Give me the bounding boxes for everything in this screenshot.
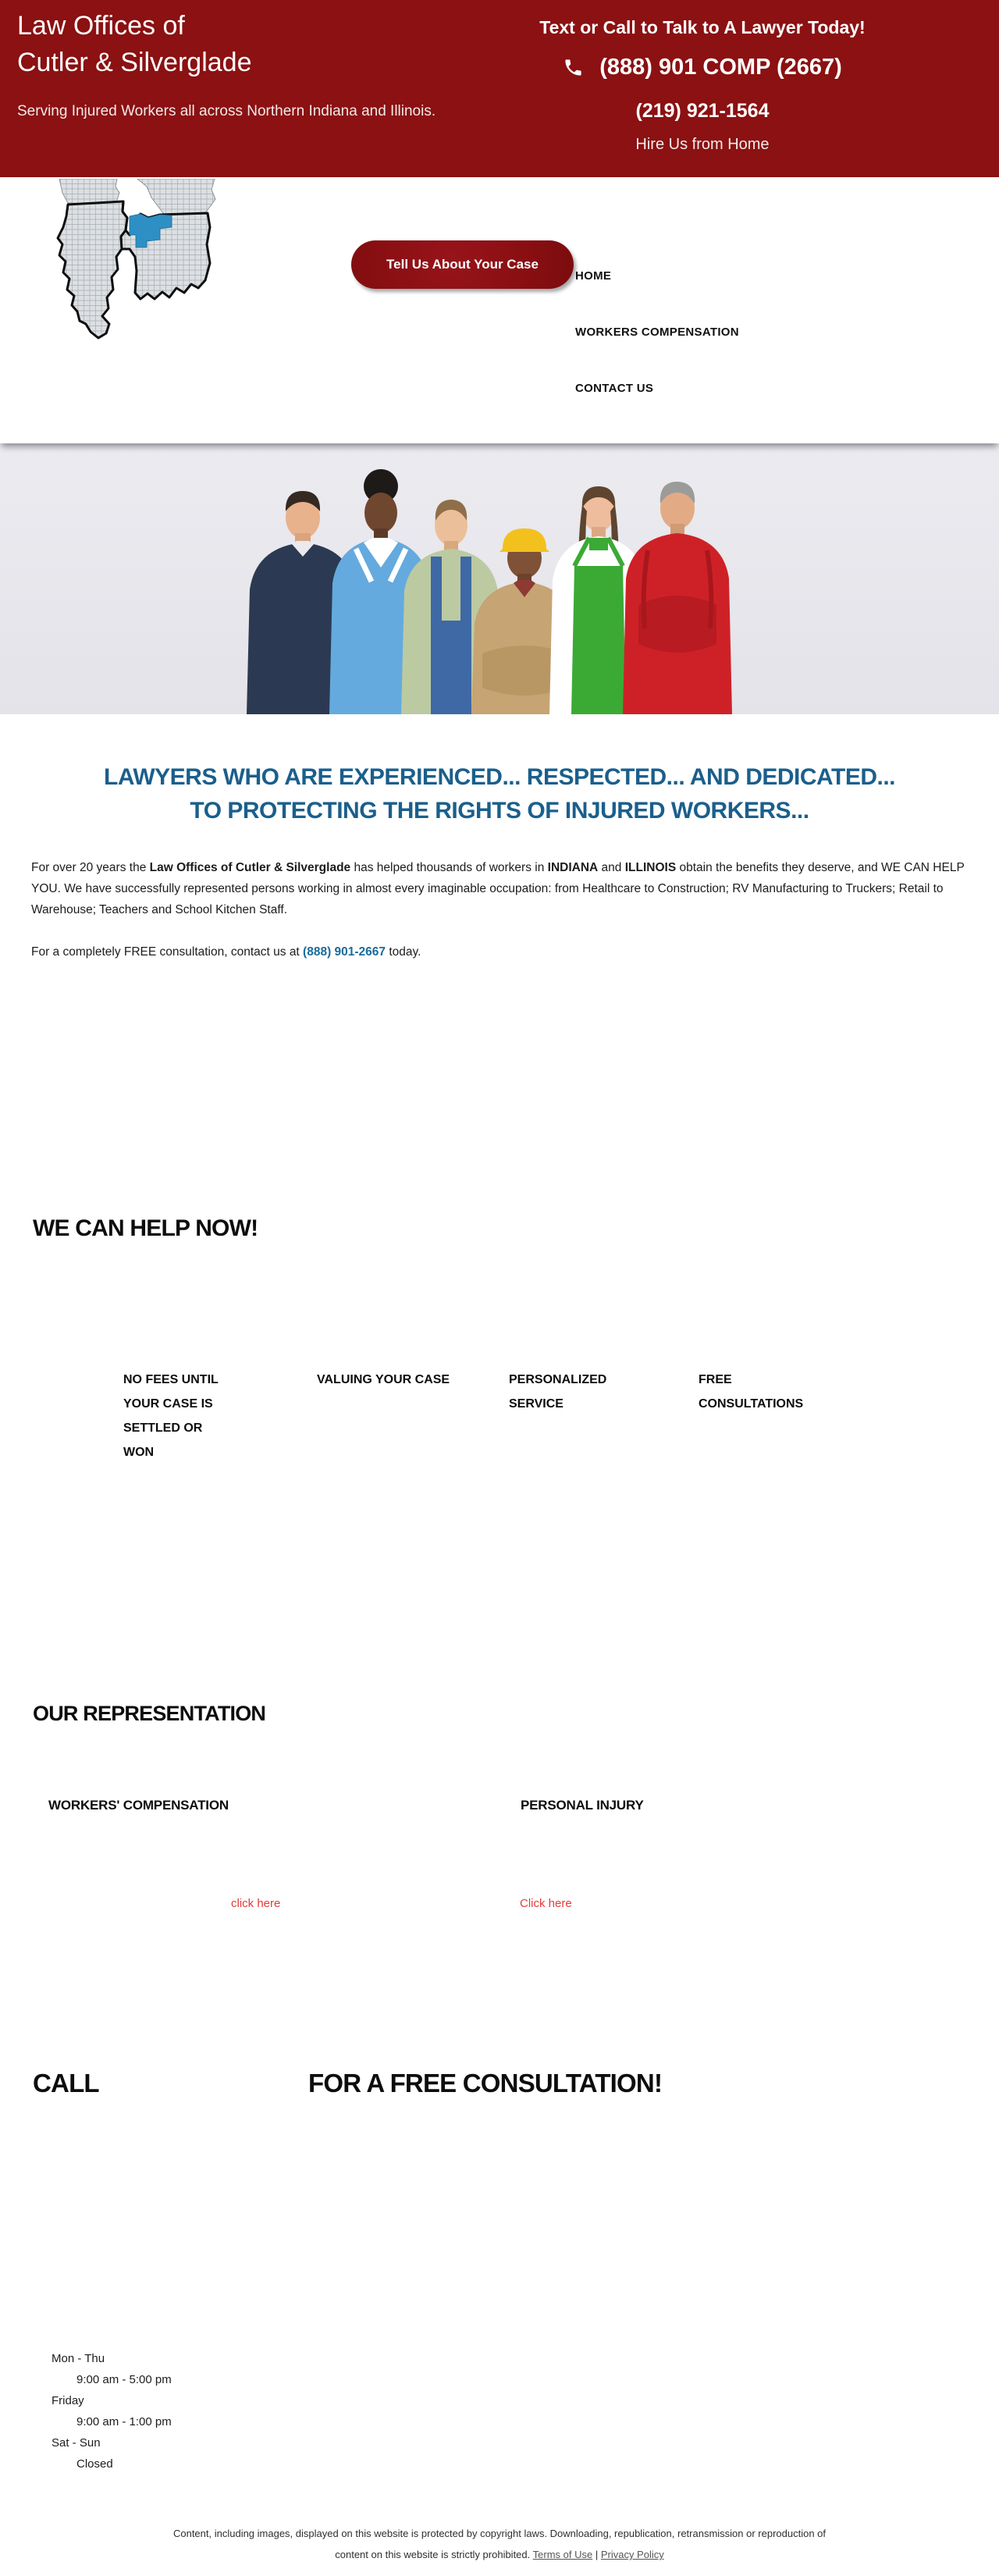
hours-row-label: Sat - Sun [52, 2436, 101, 2450]
free-consultation-text: FOR A FREE CONSULTATION! [308, 2069, 663, 2097]
intro-headline-line1: LAWYERS WHO ARE EXPERIENCED... RESPECTED... AND DEDICATED... [104, 764, 895, 790]
hero-banner [0, 443, 999, 714]
hours-row-label: Friday [52, 2394, 84, 2407]
nav-item-workers-compensation[interactable]: WORKERS COMPENSATION [575, 326, 739, 339]
intro-p1-text: and [598, 860, 625, 874]
intro-headline [0, 760, 999, 827]
copyright-line1: Content, including images, displayed on this website is protected by copyright laws. Downloading, republication, retransmission or reproduction of [172, 2528, 827, 2539]
help-item-no-fees: NO FEES UNTIL YOUR CASE IS SETTLED OR WON [123, 1373, 219, 1459]
intro-p2-text: today. [386, 945, 421, 959]
main-nav [575, 269, 739, 438]
site-tagline: Serving Injured Workers all across Northern Indiana and Illinois. [17, 103, 436, 119]
personal-injury-link[interactable]: Click here [520, 1897, 572, 1910]
footer-link-separator: | [592, 2549, 601, 2560]
site-title-line1: Law Offices of [17, 11, 185, 41]
site-title [17, 8, 251, 81]
workers-compensation-link[interactable]: click here [231, 1897, 281, 1910]
consultation-phone-link[interactable]: (888) 901-2667 [303, 945, 386, 959]
header-cta-text: Text or Call to Talk to A Lawyer Today! [539, 17, 866, 37]
copyright-line2 [0, 2544, 999, 2565]
nav-section [0, 177, 999, 443]
help-item-valuing-case: VALUING YOUR CASE [317, 1373, 450, 1386]
site-header [0, 0, 999, 177]
copyright-line2-text: content on this website is strictly prohibited. [335, 2549, 533, 2560]
privacy-policy-link[interactable]: Privacy Policy [600, 2549, 664, 2560]
intro-headline-line2: TO PROTECTING THE RIGHTS OF INJURED WORKERS... [190, 798, 809, 824]
help-section-heading: WE CAN HELP NOW! [33, 1215, 258, 1241]
intro-paragraph-2 [31, 941, 972, 962]
terms-of-use-link[interactable]: Terms of Use [532, 2549, 593, 2560]
site-title-line2: Cutler & Silverglade [17, 48, 252, 77]
phone-number-main[interactable]: (888) 901 COMP (2667) [599, 55, 842, 80]
firm-name-bold: Law Offices of Cutler & Silverglade [149, 860, 351, 874]
intro-p1-text: has helped thousands of workers in [350, 860, 548, 874]
nav-item-home[interactable]: HOME [575, 269, 612, 283]
business-hours [52, 2348, 172, 2475]
hours-row-value: 9:00 am - 5:00 pm [76, 2373, 172, 2386]
hire-from-home-text: Hire Us from Home [635, 136, 770, 153]
representation-heading: OUR REPRESENTATION [33, 1702, 266, 1725]
intro-p2-text: For a completely FREE consultation, contact us at [31, 945, 304, 959]
phone-number-alt[interactable]: (219) 921-1564 [635, 100, 770, 122]
illinois-bold: ILLINOIS [624, 860, 677, 874]
personal-injury-title: PERSONAL INJURY [521, 1798, 644, 1813]
intro-paragraph-1 [31, 857, 972, 920]
help-item-personalized-service: PERSONALIZED SERVICE [509, 1373, 607, 1411]
workers-compensation-title: WORKERS' COMPENSATION [48, 1798, 229, 1813]
intro-p1-text: For over 20 years the [31, 860, 150, 874]
hours-row-value: Closed [76, 2457, 113, 2471]
copyright-footer [0, 2523, 999, 2565]
header-contact-block [484, 0, 921, 177]
tell-us-about-case-button[interactable]: Tell Us About Your Case [351, 240, 574, 289]
indiana-bold: INDIANA [547, 860, 599, 874]
illinois-indiana-service-area-map [55, 179, 219, 343]
help-item-free-consultations: FREE CONSULTATIONS [699, 1373, 804, 1411]
phone-handset-icon [563, 57, 584, 78]
intro-p1-text: obtain the benefits they deserve, and WE CAN HELP YOU. We have successfully represented persons working in almost every imaginable occupation: from Healthcare to Construction; RV Manufacturing to Truckers; Retail to Warehouse; Teachers and School Kitchen Staff. [31, 860, 965, 916]
hours-row-label: Mon - Thu [52, 2352, 105, 2365]
call-word: CALL [33, 2069, 99, 2097]
group-of-six-workers-photo [211, 457, 788, 714]
hours-row-value: 9:00 am - 1:00 pm [76, 2415, 172, 2428]
header-phone-row [484, 55, 921, 80]
nav-item-contact-us[interactable]: CONTACT US [575, 382, 654, 395]
